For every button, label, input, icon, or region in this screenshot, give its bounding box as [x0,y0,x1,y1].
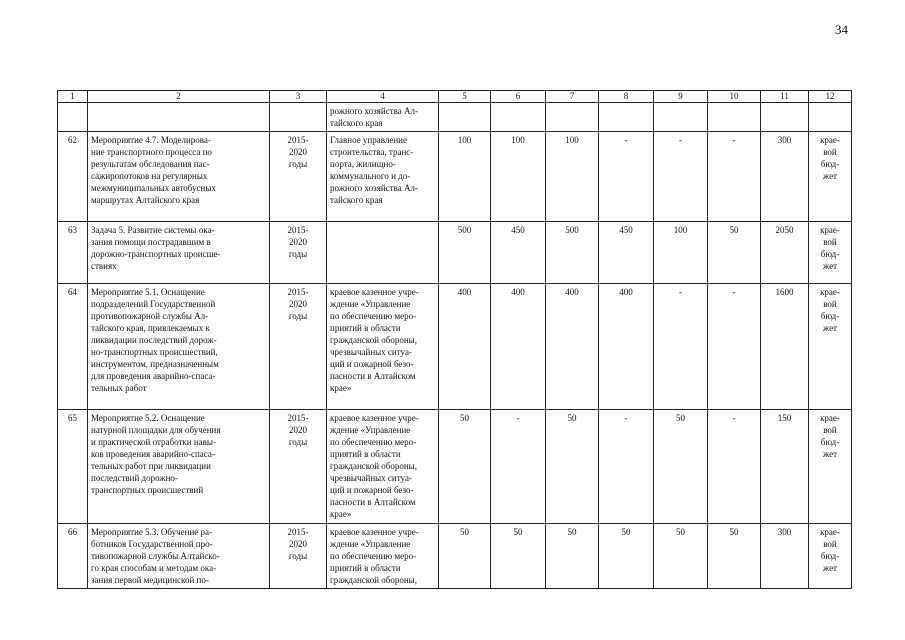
value-cell: - [599,132,654,222]
table-row [58,524,852,589]
executor-cell: краевое казенное учре- ждение «Управление по обеспечению меро- приятий в области гражданской обороны, чрезвычайных ситуа- ций и пожарной безо- пасности в Алтайском крае» [327,410,439,524]
table-row [58,222,852,284]
column-number-header [58,91,852,103]
value-cell: 400 [439,284,491,410]
executor-cell: краевое казенное учре- ждение «Управление по обеспечению меро- приятий в области гражданской обороны, [327,524,439,589]
value-cell: - [708,410,761,524]
value-cell: 450 [491,222,546,284]
value-cell: 100 [546,132,599,222]
period-cell: 2015- 2020 годы [270,132,327,222]
value-cell: 450 [599,222,654,284]
executor-cell: Главное управление строительства, транс- порта, жилищно- коммунального и до- рожного хозяйства Ал- тайского края [327,132,439,222]
value-cell: 50 [439,410,491,524]
value-cell: 50 [491,524,546,589]
column-number-10: 10 [708,91,761,103]
column-number-7: 7 [546,91,599,103]
value-cell: 300 [761,132,809,222]
funding-source-cell: крае- вой бюд- жет [809,132,852,222]
value-cell: 50 [708,524,761,589]
value-cell: 400 [546,284,599,410]
value-cell: - [654,132,708,222]
value-cell: 400 [599,284,654,410]
row-number: 62 [58,132,88,222]
funding-source-cell: крае- вой бюд- жет [809,284,852,410]
value-cell: 50 [546,524,599,589]
column-number-2: 2 [88,91,270,103]
value-cell: 100 [654,222,708,284]
value-cell: 500 [546,222,599,284]
row-number: 65 [58,410,88,524]
column-number-1: 1 [58,91,88,103]
funding-source-cell: крае- вой бюд- жет [809,410,852,524]
row-number: 66 [58,524,88,589]
column-number-11: 11 [761,91,809,103]
value-cell: - [708,132,761,222]
value-cell: 100 [439,132,491,222]
column-number-8: 8 [599,91,654,103]
period-cell: 2015- 2020 годы [270,524,327,589]
table-row [58,284,852,410]
value-cell: 100 [491,132,546,222]
value-cell: - [491,410,546,524]
funding-source-cell: крае- вой бюд- жет [809,222,852,284]
activity-name: Мероприятие 5.2. Оснащение натурной площадки для обучения и практической отработки навы- ков проведения аварийно-спаса- тельных работ при ликвидации последствий дорожно- транспортных происшествий [88,410,270,524]
column-number-6: 6 [491,91,546,103]
value-cell: 300 [761,524,809,589]
executor-cell [327,222,439,284]
table-row [58,410,852,524]
value-cell: 2050 [761,222,809,284]
column-number-3: 3 [270,91,327,103]
row-number: 63 [58,222,88,284]
column-number-4: 4 [327,91,439,103]
value-cell: 1600 [761,284,809,410]
value-cell: 50 [654,410,708,524]
page-number: 34 [835,22,848,37]
continuation-executor: рожного хозяйства Ал- тайского края [327,103,439,132]
activity-name: Мероприятие 5.3. Обучение ра- ботников Государственной про- тивопожарной службы Алтайско- го края способам и методам ока- зания первой медицинской по- [88,524,270,589]
value-cell: 400 [491,284,546,410]
activity-name: Задача 5. Развитие системы ока- зания помощи пострадавшим в дорожно-транспортных происше- ствиях [88,222,270,284]
value-cell: 50 [708,222,761,284]
period-cell: 2015- 2020 годы [270,410,327,524]
value-cell: 50 [439,524,491,589]
value-cell: 150 [761,410,809,524]
period-cell: 2015- 2020 годы [270,284,327,410]
value-cell: - [708,284,761,410]
value-cell: 50 [599,524,654,589]
activity-name: Мероприятие 4.7. Моделирова- ние транспортного процесса по результатам обследования пас- сажиропотоков на регулярных межмуниципальных автобусных маршрутах Алтайского края [88,132,270,222]
column-number-9: 9 [654,91,708,103]
value-cell: 500 [439,222,491,284]
continuation-row [58,103,852,132]
value-cell: - [654,284,708,410]
value-cell: 50 [546,410,599,524]
column-number-12: 12 [809,91,852,103]
column-number-5: 5 [439,91,491,103]
period-cell: 2015- 2020 годы [270,222,327,284]
row-number: 64 [58,284,88,410]
table-row [58,132,852,222]
funding-source-cell: крае- вой бюд- жет [809,524,852,589]
value-cell: - [599,410,654,524]
activity-name: Мероприятие 5.1. Оснащение подразделений Государственной противопожарной службы Ал- тайского края, привлекаемых к ликвидации последствий дорож- но-транспортных происшествий, инструментом, предназначенным для проведения аварийно-спаса- тельных работ [88,284,270,410]
value-cell: 50 [654,524,708,589]
activities-table [57,90,852,589]
executor-cell: краевое казенное учре- ждение «Управление по обеспечению меро- приятий в области гражданской обороны, чрезвычайных ситуа- ций и пожарной безо- пасности в Алтайском крае» [327,284,439,410]
